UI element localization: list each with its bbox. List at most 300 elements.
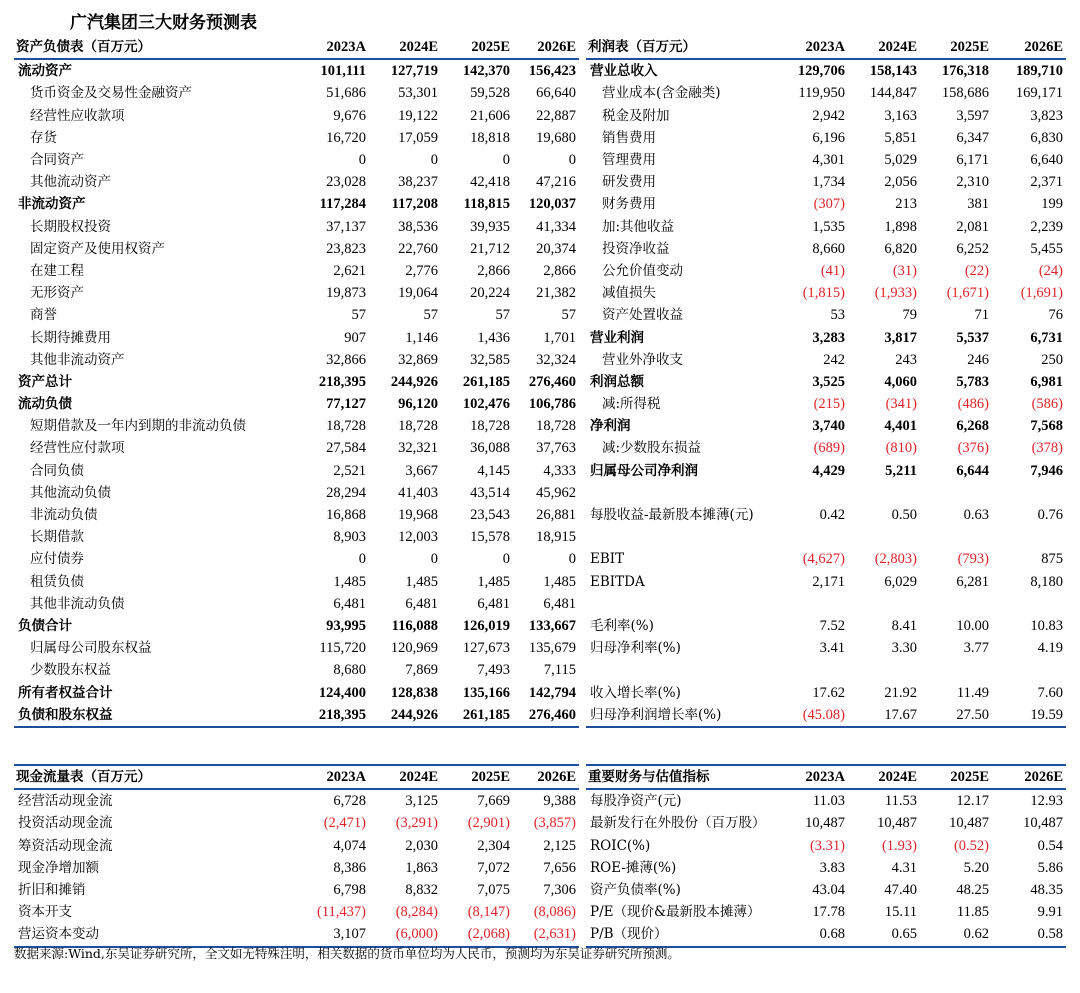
row-label: 其他流动资产 [30, 174, 111, 191]
row-label: 非流动资产 [18, 196, 86, 213]
row-value: 4.31 [891, 859, 917, 876]
row-value: 11.53 [884, 793, 917, 810]
table-header-row [14, 36, 579, 59]
year-header: 2024E [848, 36, 920, 59]
row-label: 货币资金及交易性金融资产 [30, 85, 192, 102]
row-value: 4,301 [812, 152, 845, 169]
source-note: 数据来源:Wind,东吴证券研究所，全文如无特殊注明，相关数据的货币单位均为人民币，预测均为东吴证券研究所预测。 [14, 946, 680, 961]
table-title: 重要财务与估值指标 [586, 766, 776, 789]
table-row [14, 901, 579, 923]
row-label: 财务费用 [602, 196, 656, 213]
row-value: 3,597 [956, 107, 989, 124]
table-title: 现金流量表（百万元） [14, 766, 299, 789]
table-row [14, 835, 579, 857]
row-value: 199 [1041, 196, 1063, 213]
row-label: 营业外净收支 [602, 351, 683, 368]
row-value: 11.49 [956, 684, 989, 701]
row-value: (2,471) [323, 815, 366, 832]
table-title: 利润表（百万元） [586, 36, 776, 59]
row-value: 6,481 [405, 595, 438, 612]
year-header: 2024E [369, 36, 441, 59]
row-value: 2,621 [333, 262, 366, 279]
row-label: 毛利率(%) [590, 617, 654, 634]
row-value: 5,029 [884, 152, 917, 169]
row-label: 投资活动现金流 [18, 815, 113, 832]
table-row [586, 216, 1066, 238]
row-label: 非流动负债 [30, 507, 98, 524]
row-value: 2,776 [405, 262, 438, 279]
row-value: 19,873 [326, 285, 366, 302]
row-label: 少数股东权益 [30, 662, 111, 679]
row-value: 2,521 [333, 462, 366, 479]
table-row [586, 835, 1066, 857]
row-value: 19,968 [398, 507, 438, 524]
row-value: (0.52) [953, 837, 989, 854]
table-row [14, 504, 579, 526]
row-value: 37,763 [536, 440, 576, 457]
table-row [586, 681, 1066, 703]
table-row [586, 504, 1066, 526]
year-header: 2023A [299, 36, 369, 59]
row-value: 2,081 [956, 218, 989, 235]
row-label: 归属母公司股东权益 [30, 640, 152, 657]
row-value: 5.20 [963, 859, 989, 876]
row-value: 1,734 [812, 174, 845, 191]
table-row [14, 437, 579, 459]
row-value: 3,163 [884, 107, 917, 124]
row-value: 218,395 [318, 373, 366, 390]
row-value [992, 526, 1066, 548]
row-label: 减值损失 [602, 285, 656, 302]
row-value: 3,823 [1030, 107, 1063, 124]
row-value: 142,794 [528, 684, 576, 701]
row-value: 276,460 [513, 704, 579, 727]
row-value: 18,728 [536, 418, 576, 435]
row-value: 120,969 [390, 640, 438, 657]
row-value: 15.11 [884, 904, 917, 921]
row-value: 7,869 [405, 662, 438, 679]
row-value: 261,185 [441, 704, 513, 727]
row-value: 17,059 [398, 129, 438, 146]
table-row [14, 593, 579, 615]
table-row [586, 105, 1066, 127]
table-row [14, 282, 579, 304]
table-row [586, 615, 1066, 637]
row-value: 2,310 [956, 174, 989, 191]
table-row [586, 789, 1066, 812]
row-label: EBITDA [590, 573, 645, 590]
row-value: 22,760 [398, 240, 438, 257]
row-value: 32,869 [398, 351, 438, 368]
row-value: 76 [1048, 307, 1063, 324]
row-value: 4,074 [333, 837, 366, 854]
table-row [14, 681, 579, 703]
row-label: 无形资产 [30, 285, 84, 302]
row-label: 其他流动负债 [30, 484, 111, 501]
row-value: (3.31) [809, 837, 845, 854]
row-value: 20,374 [536, 240, 576, 257]
table-row [586, 282, 1066, 304]
row-value: 4,060 [884, 373, 917, 390]
table-row [586, 171, 1066, 193]
table-row [586, 326, 1066, 348]
row-value: (24) [1038, 262, 1063, 279]
row-label: 净利润 [590, 418, 631, 435]
row-value: 38,536 [398, 218, 438, 235]
row-value: 53,301 [398, 85, 438, 102]
row-value: 2,171 [812, 573, 845, 590]
row-label [586, 526, 776, 548]
row-value: (341) [885, 396, 917, 413]
row-value: 5.86 [1037, 859, 1063, 876]
row-value: 7,946 [1030, 462, 1063, 479]
row-value: 6,281 [956, 573, 989, 590]
row-value: 18,728 [326, 418, 366, 435]
row-value: (810) [885, 440, 917, 457]
row-value: 250 [1041, 351, 1063, 368]
row-value: (1,933) [874, 285, 917, 302]
row-value [920, 526, 992, 548]
row-label: 公允价值变动 [602, 262, 683, 279]
table-row [14, 812, 579, 834]
row-value [776, 526, 848, 548]
row-label: 减:少数股东损益 [602, 440, 702, 457]
row-value: 246 [967, 351, 989, 368]
row-value: 7,493 [477, 662, 510, 679]
row-value: 71 [974, 307, 989, 324]
row-value: 20,224 [470, 285, 510, 302]
row-label: 加:其他收益 [602, 218, 675, 235]
row-value: 6,268 [956, 418, 989, 435]
row-label: 最新发行在外股份（百万股） [590, 815, 766, 832]
row-label: 其他非流动资产 [30, 351, 125, 368]
row-value: 6,196 [812, 129, 845, 146]
table-row [14, 326, 579, 348]
row-value: 126,019 [462, 617, 510, 634]
row-value: 38,237 [398, 174, 438, 191]
table-row [586, 393, 1066, 415]
row-value: 106,786 [528, 396, 576, 413]
row-value: 17.67 [848, 704, 920, 727]
row-label: 归母净利率(%) [590, 640, 681, 657]
row-value: 21,712 [470, 240, 510, 257]
row-value: 22,887 [536, 107, 576, 124]
row-value: 41,334 [536, 218, 576, 235]
row-value: 7.52 [819, 617, 845, 634]
row-value: 19,064 [398, 285, 438, 302]
row-value: 1,701 [543, 329, 576, 346]
row-label: P/B（现价） [586, 923, 776, 946]
row-value: (793) [957, 551, 989, 568]
row-label: 长期待摊费用 [30, 329, 111, 346]
row-value: 16,720 [326, 129, 366, 146]
year-header: 2023A [776, 766, 848, 789]
row-value: 28,294 [326, 484, 366, 501]
row-value: 158,686 [941, 85, 989, 102]
row-value [776, 482, 848, 504]
row-value: 7,669 [477, 793, 510, 810]
row-value: 117,208 [391, 196, 438, 213]
row-label: 短期借款及一年内到期的非流动负债 [30, 418, 246, 435]
row-label: 研发费用 [602, 174, 656, 191]
row-label: 流动负债 [18, 396, 72, 413]
row-value: (3,857) [533, 815, 576, 832]
row-label: 每股收益-最新股本摊薄(元) [590, 507, 754, 524]
row-label: 收入增长率(%) [590, 684, 681, 701]
row-value: 16,868 [326, 507, 366, 524]
row-value: 47.40 [884, 882, 917, 899]
row-value: 3.83 [819, 859, 845, 876]
row-value [992, 593, 1066, 615]
row-value: 119,950 [798, 85, 845, 102]
row-value: 32,321 [398, 440, 438, 457]
row-value: 135,679 [528, 640, 576, 657]
row-label: 所有者权益合计 [18, 684, 113, 701]
table-row [14, 393, 579, 415]
row-value: 7.60 [1037, 684, 1063, 701]
year-header: 2023A [299, 766, 369, 789]
row-value: 66,640 [536, 85, 576, 102]
row-value: 21,606 [470, 107, 510, 124]
table-row [586, 482, 1066, 504]
row-value: 8,680 [333, 662, 366, 679]
row-value: 129,706 [797, 63, 845, 80]
row-value: (1,815) [802, 285, 845, 302]
valuation-table [586, 764, 1066, 948]
row-value: 18,915 [536, 529, 576, 546]
row-value: 27.50 [920, 704, 992, 727]
balance-sheet-table [14, 36, 579, 728]
row-value: (215) [813, 396, 845, 413]
row-value: 7,075 [477, 882, 510, 899]
row-label: 每股净资产(元) [590, 793, 682, 810]
row-value: (586) [1031, 396, 1063, 413]
row-value: 10.00 [956, 617, 989, 634]
row-value: 48.35 [1030, 882, 1063, 899]
row-value: 19,680 [536, 129, 576, 146]
row-label: 合同资产 [30, 152, 84, 169]
table-row [586, 304, 1066, 326]
row-value: 26,881 [536, 507, 576, 524]
table-row [14, 371, 579, 393]
row-label: 长期借款 [30, 529, 84, 546]
row-value: (689) [813, 440, 845, 457]
row-value: 213 [895, 196, 917, 213]
row-value: 53 [830, 307, 845, 324]
row-value: 4.19 [1037, 640, 1063, 657]
row-value: 19,122 [398, 107, 438, 124]
row-value: 4,145 [477, 462, 510, 479]
row-label: 归母净利润增长率(%) [586, 704, 776, 727]
row-value: 0 [358, 152, 366, 169]
row-value: 0.50 [891, 507, 917, 524]
row-value: 8,180 [1030, 573, 1063, 590]
row-value: 10,487 [877, 815, 917, 832]
row-value [920, 659, 992, 681]
row-value: 0 [430, 152, 438, 169]
cash-flow-table [14, 764, 579, 948]
row-value: 3,283 [812, 329, 845, 346]
table-row [586, 460, 1066, 482]
row-value: 218,395 [299, 704, 369, 727]
table-row [586, 260, 1066, 282]
row-value: 6,347 [956, 129, 989, 146]
table-row [586, 238, 1066, 260]
row-value: 18,818 [470, 129, 510, 146]
row-label: 投资净收益 [602, 240, 670, 257]
row-value: 10,487 [805, 815, 845, 832]
table-row [14, 349, 579, 371]
row-value: 1,485 [333, 573, 366, 590]
table-row [14, 193, 579, 215]
row-value: 2,125 [543, 837, 576, 854]
row-label [586, 659, 776, 681]
row-value: 6,798 [333, 882, 366, 899]
row-value: (22) [964, 262, 989, 279]
row-value: 244,926 [390, 373, 438, 390]
table-row [14, 789, 579, 812]
table-row [14, 105, 579, 127]
row-value: 0 [502, 551, 510, 568]
row-value: (8,284) [395, 904, 438, 921]
row-value: 127,673 [462, 640, 510, 657]
row-value: 2,030 [405, 837, 438, 854]
row-value: 8,386 [333, 859, 366, 876]
table-row [14, 127, 579, 149]
row-value: 102,476 [462, 396, 510, 413]
row-label: 筹资活动现金流 [18, 837, 113, 854]
row-label: 存货 [30, 129, 57, 146]
table-row [14, 59, 579, 82]
row-value: 11.85 [956, 904, 989, 921]
row-value: 7,072 [477, 859, 510, 876]
row-value: 3,667 [405, 462, 438, 479]
row-label: 资产处置收益 [602, 307, 683, 324]
row-value: 1,146 [405, 329, 438, 346]
table-row [14, 571, 579, 593]
row-value: 23,543 [470, 507, 510, 524]
row-value: 0.54 [1037, 837, 1063, 854]
row-value: 21,382 [536, 285, 576, 302]
row-value: 116,088 [391, 617, 438, 634]
row-value: 10,487 [949, 815, 989, 832]
table-row [14, 171, 579, 193]
row-label: 营业利润 [590, 329, 644, 346]
row-value: (376) [957, 440, 989, 457]
row-value: 6,029 [884, 573, 917, 590]
row-value: (1,671) [946, 285, 989, 302]
year-header: 2026E [513, 36, 579, 59]
year-header: 2025E [920, 36, 992, 59]
row-value: 0 [568, 152, 576, 169]
row-label: 归属母公司净利润 [590, 462, 698, 479]
row-label: 税金及附加 [602, 107, 670, 124]
table-header-row [14, 766, 579, 789]
row-value: 42,418 [470, 174, 510, 191]
row-value [848, 659, 920, 681]
row-value: 4,429 [812, 462, 845, 479]
row-value: 0 [430, 551, 438, 568]
row-value: 59,528 [470, 85, 510, 102]
row-value: 7,656 [543, 859, 576, 876]
row-value: 2,239 [1030, 218, 1063, 235]
row-value: 57 [423, 307, 438, 324]
row-label: 商誉 [30, 307, 57, 324]
table-row [586, 149, 1066, 171]
row-value: (6,000) [369, 923, 441, 946]
row-value: 19.59 [992, 704, 1066, 727]
row-label: 管理费用 [602, 152, 656, 169]
table-row [586, 637, 1066, 659]
row-value: 101,111 [320, 63, 366, 80]
row-label: 减:所得税 [602, 396, 661, 413]
row-value: 135,166 [462, 684, 510, 701]
row-label: 经营性应收款项 [30, 107, 125, 124]
table-row [14, 260, 579, 282]
row-label: 现金净增加额 [18, 859, 99, 876]
row-value: 0.65 [848, 923, 920, 946]
row-value: 0.62 [920, 923, 992, 946]
row-value: 133,667 [528, 617, 576, 634]
row-value: 12,003 [398, 529, 438, 546]
table-row [14, 659, 579, 681]
row-label: 应付债券 [30, 551, 84, 568]
row-value: 6,481 [477, 595, 510, 612]
row-value: 2,942 [812, 107, 845, 124]
row-value: 0 [358, 551, 366, 568]
row-value: (11,437) [317, 904, 366, 921]
row-value: 79 [902, 307, 917, 324]
row-value [920, 593, 992, 615]
report-title: 广汽集团三大财务预测表 [70, 13, 257, 33]
row-value: 3,740 [812, 418, 845, 435]
table-row [586, 901, 1066, 923]
row-value: 7,115 [543, 662, 576, 679]
row-value: 118,815 [463, 196, 510, 213]
row-value: 128,838 [390, 684, 438, 701]
row-value: 2,371 [1030, 174, 1063, 191]
row-value: 9,388 [543, 793, 576, 810]
row-value: (486) [957, 396, 989, 413]
row-value: 6,640 [1030, 152, 1063, 169]
table-row [586, 704, 1066, 727]
row-value: 6,252 [956, 240, 989, 257]
row-value: 3.77 [963, 640, 989, 657]
year-header: 2025E [920, 766, 992, 789]
row-value: 37,137 [326, 218, 366, 235]
row-label: 负债合计 [18, 617, 72, 634]
row-value: 1,898 [884, 218, 917, 235]
row-value: 0.68 [776, 923, 848, 946]
row-label: EBIT [590, 551, 625, 568]
row-value: 10.83 [1030, 617, 1063, 634]
table-row [586, 857, 1066, 879]
row-value: (2,901) [467, 815, 510, 832]
row-value: 3,525 [812, 373, 845, 390]
row-value: 21.92 [884, 684, 917, 701]
table-title: 资产负债表（百万元） [14, 36, 299, 59]
row-value: 244,926 [369, 704, 441, 727]
table-row [586, 812, 1066, 834]
row-value: 5,851 [884, 129, 917, 146]
row-value: 124,400 [318, 684, 366, 701]
table-row [14, 615, 579, 637]
row-value: 1,535 [812, 218, 845, 235]
row-value: 5,455 [1030, 240, 1063, 257]
row-value: 8,903 [333, 529, 366, 546]
row-value: 875 [1041, 551, 1063, 568]
row-value: (41) [820, 262, 845, 279]
